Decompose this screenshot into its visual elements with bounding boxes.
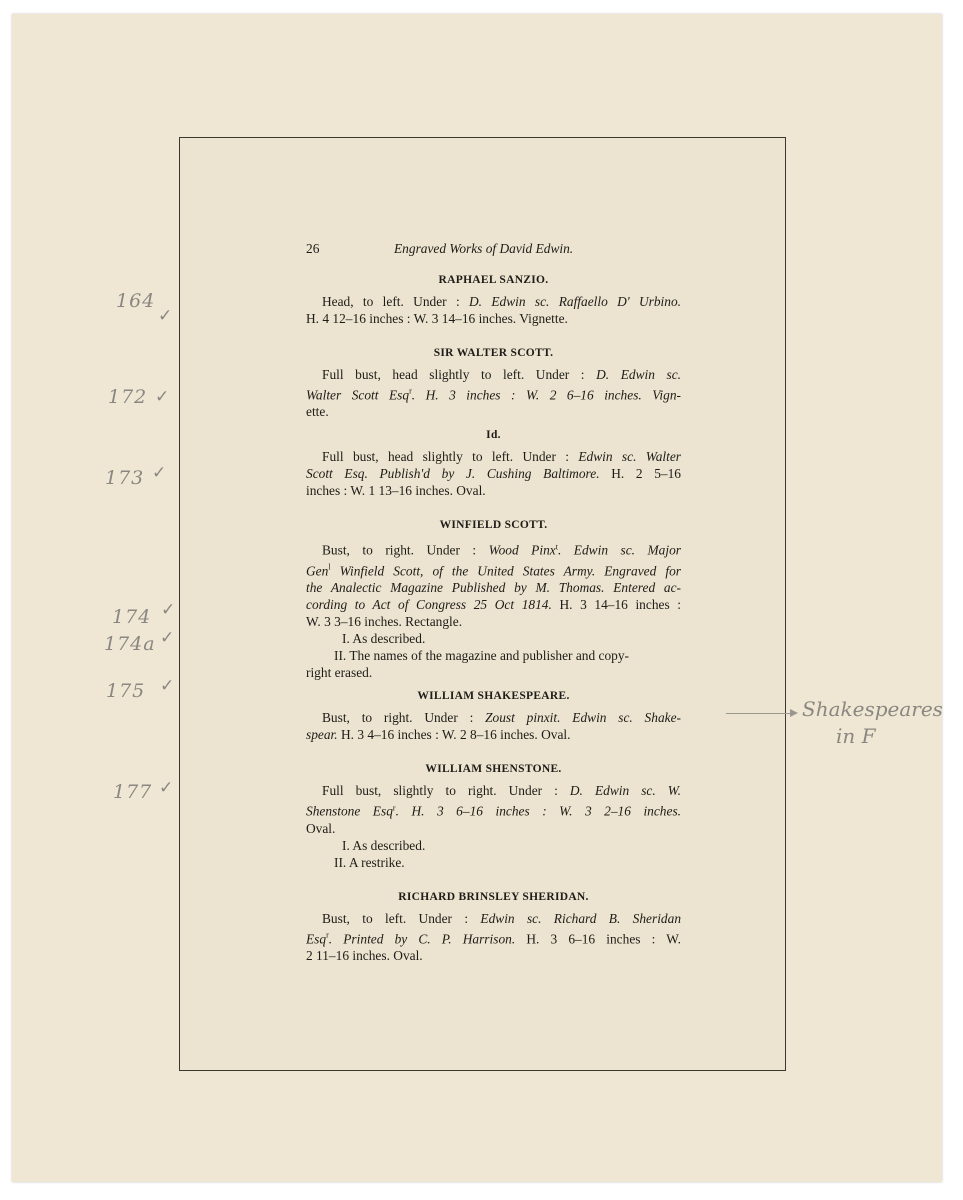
check-mark-icon: ✓ bbox=[158, 306, 173, 326]
entry-heading: Id. bbox=[486, 429, 501, 442]
state-item: II. The names of the magazine and publisher and copy- bbox=[334, 648, 629, 664]
check-mark-icon: ✓ bbox=[152, 463, 167, 483]
margin-note-172: 172 bbox=[108, 386, 148, 408]
check-mark-icon: ✓ bbox=[155, 387, 170, 407]
page-text bbox=[306, 240, 681, 964]
check-mark-icon: ✓ bbox=[159, 778, 174, 798]
running-title: Engraved Works of David Edwin. bbox=[394, 241, 574, 256]
entry-description: Full bust, head slightly to left. Under : Edwin sc. Walter Scott Esq. Publish'd by J. Cushing Baltimore. H. 2 5–16 inches : W. 1 13–16 inches. Oval. bbox=[306, 449, 681, 499]
check-mark-icon: ✓ bbox=[161, 600, 176, 620]
margin-note-177: 177 bbox=[113, 781, 153, 803]
entry-description: Bust, to right. Under : Wood Pinx$^t$. Edwin sc. Major Gen$^l$ Winfield Scott, of the United States Army. Engraved for the Analectic Magazine Published by M. Thomas. Entered ac- cording to Act of Congress 25 Oct 1814. H. 3 14–16 inches : W. 3 3–16 inches. Rectangle. bbox=[306, 542, 681, 630]
entry-heading: WILLIAM SHENSTONE. bbox=[425, 763, 562, 776]
entry-heading: WILLIAM SHAKESPEARE. bbox=[417, 690, 570, 703]
entry-heading: RICHARD BRINSLEY SHERIDAN. bbox=[398, 890, 589, 903]
margin-note-173: 173 bbox=[105, 467, 145, 489]
state-continuation: right erased. bbox=[306, 665, 373, 681]
margin-note-164: 164 bbox=[116, 290, 156, 312]
entry-description: Full bust, slightly to right. Under : D. Edwin sc. W. Shenstone Esq$^r$. H. 3 6–16 inches : W. 3 2–16 inches. Oval. bbox=[306, 783, 681, 836]
arrow-icon bbox=[726, 713, 796, 714]
state-item: II. A restrike. bbox=[334, 854, 405, 870]
entry-heading: SIR WALTER SCOTT. bbox=[433, 347, 554, 359]
entry-description: Bust, to right. Under : Zoust pinxit. Edwin sc. Shake- spear. H. 3 4–16 inches : W. 2 8–16 inches. Oval. bbox=[306, 710, 681, 743]
entries bbox=[306, 272, 681, 964]
state-item: I. As described. bbox=[342, 837, 426, 853]
side-note-in-f: in F bbox=[836, 724, 876, 748]
state-item: I. As described. bbox=[342, 631, 426, 647]
running-head bbox=[306, 240, 681, 258]
margin-note-174a: 174a bbox=[104, 633, 156, 655]
page-number: 26 bbox=[306, 241, 320, 256]
margin-note-175: 175 bbox=[106, 680, 146, 702]
entry-description: Full bust, head slightly to left. Under : D. Edwin sc. Walter Scott Esq$^r$. H. 3 inches : W. 2 6–16 inches. Vign- ette. bbox=[306, 367, 681, 420]
margin-note-174: 174 bbox=[112, 606, 152, 628]
check-mark-icon: ✓ bbox=[160, 628, 175, 648]
entry-description: Head, to left. Under : D. Edwin sc. Raffaello D' Urbino. H. 4 12–16 inches : W. 3 14–16 inches. Vignette. bbox=[306, 294, 681, 326]
entry-description: Bust, to left. Under : Edwin sc. Richard B. Sheridan Esq$^r$. Printed by C. P. Harrison. H. 3 6–16 inches : W. 2 11–16 inches. Oval. bbox=[306, 910, 681, 964]
entry-heading: RAPHAEL SANZIO. bbox=[438, 274, 549, 286]
entry-heading: WINFIELD SCOTT. bbox=[439, 519, 548, 532]
check-mark-icon: ✓ bbox=[160, 676, 175, 696]
side-note-shakespeares: Shakespeares bbox=[802, 697, 943, 721]
